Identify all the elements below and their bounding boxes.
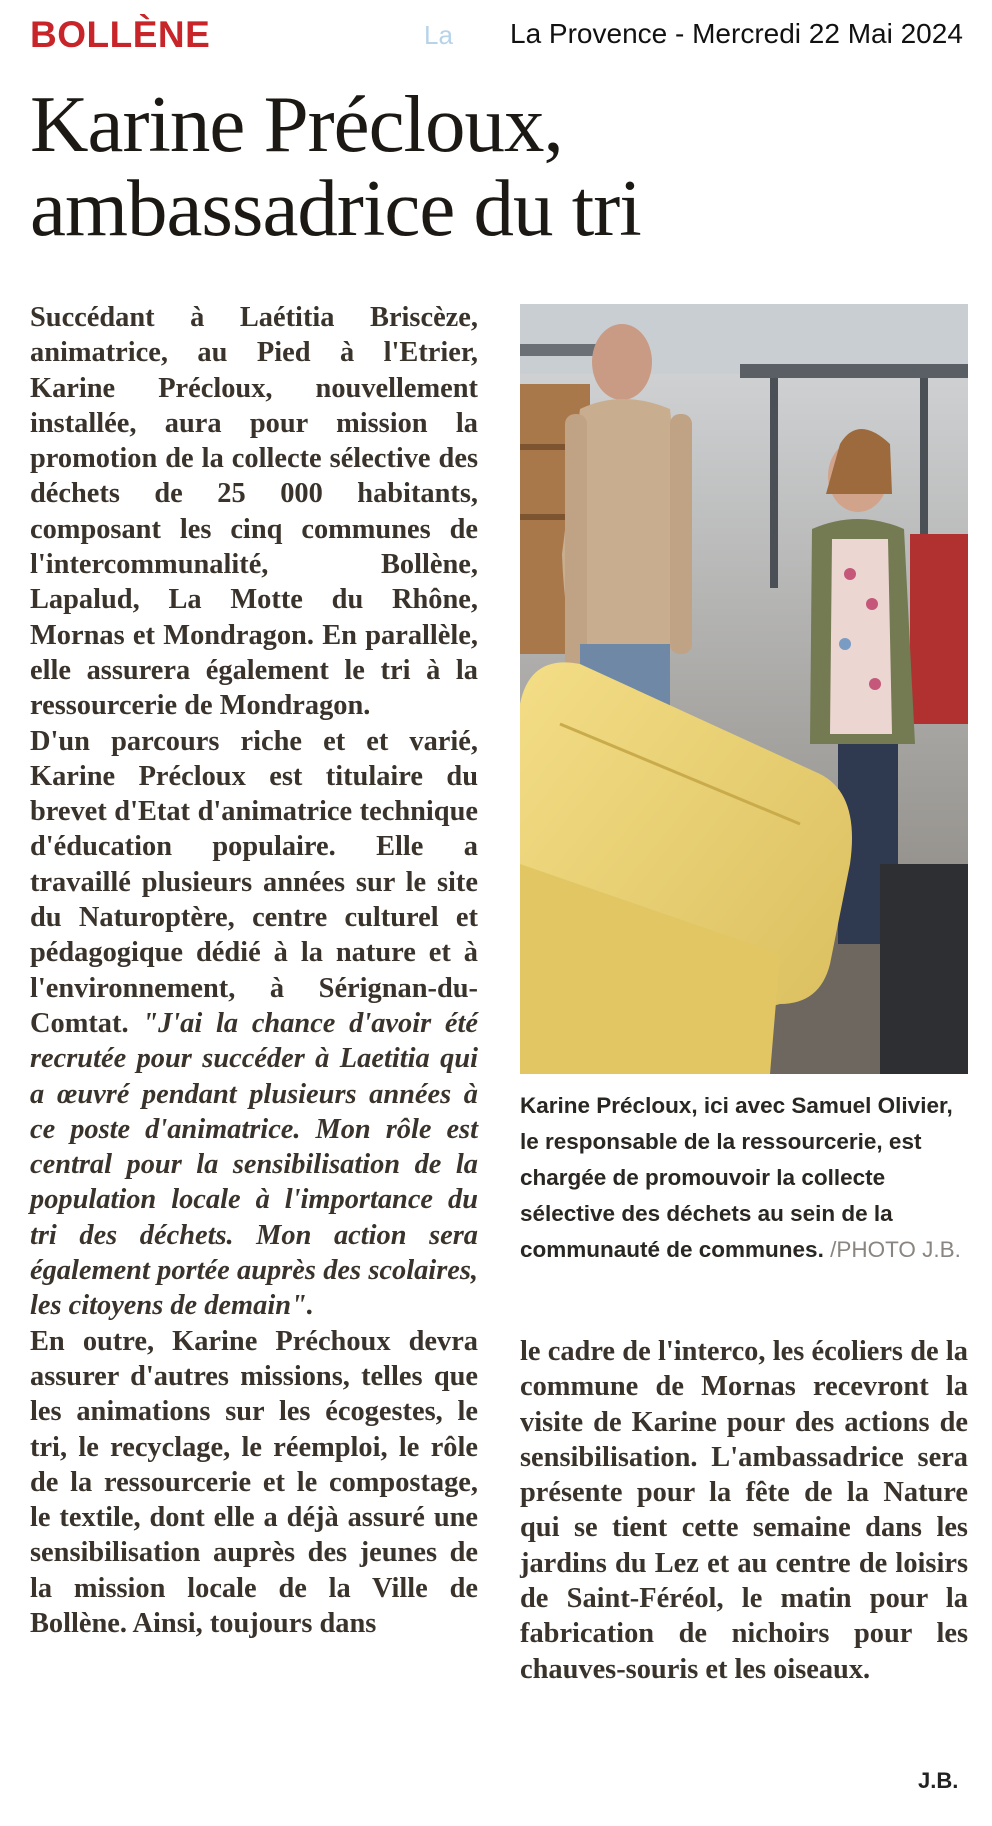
article-column-left	[30, 300, 478, 1641]
headline-line-2: ambassadrice du tri	[30, 163, 641, 253]
paragraph-2-intro: D'un parcours riche et et varié, Karine Précloux est titulaire du brevet d'Etat d'animatrice technique d'éducation populaire. Elle a travaillé plusieurs années sur le site du Naturoptère, centre culturel et pédagogique dédié à la nature et à l'environnement, à Sérignan-du-Comtat.	[30, 725, 478, 1039]
dateline: La Provence - Mercredi 22 Mai 2024	[510, 18, 963, 49]
quote: "J'ai la chance d'avoir été recrutée pour succéder à Laetitia qui a œuvré pendant plusieurs années à ce poste d'animatrice. Mon rôle est central pour la sensibilisation de la population locale à l'importance du tri des déchets. Mon action sera également portée auprès des scolaires, les citoyens de demain".	[30, 1007, 478, 1322]
author-signature: J.B.	[918, 1768, 959, 1793]
section-label: BOLLÈNE	[30, 14, 211, 55]
ghost-logo: La	[424, 20, 453, 50]
caption-text: Karine Précloux, ici avec Samuel Olivier, le responsable de la ressourcerie, est chargée de promouvoir la collecte sélective des déchets au sein de la communauté de communes.	[520, 1093, 953, 1262]
headline	[30, 79, 930, 253]
article-column-right	[520, 1334, 968, 1687]
photo-illustration	[520, 304, 968, 1074]
paragraph-1: Succédant à Laétitia Briscèze, animatrice, au Pied à l'Etrier, Karine Précloux, nouvellement installée, aura pour mission la promotion de la collecte sélective des déchets de 25 000 habitants, composant les cinq communes de l'intercommunalité, Bollène, Lapalud, La Motte du Rhône, Mornas et Mondragon. En parallèle, elle assurera également le tri à la ressourcerie de Mondragon.	[30, 302, 478, 722]
paragraph-3-continued: le cadre de l'interco, les écoliers de la commune de Mornas recevront la visite de Karine pour des actions de sensibilisation. L'ambassadrice sera présente pour la fête de la Nature qui se tient cette semaine dans les jardins du Lez et au centre de loisirs de Saint-Féréol, le matin pour la fabrication de nichoirs pour les chauves-souris et les oiseaux.	[520, 1336, 968, 1685]
headline-line-1: Karine Précloux,	[30, 79, 563, 169]
paragraph-2	[30, 724, 478, 1324]
photo-caption	[520, 1088, 970, 1268]
paragraph-3: En outre, Karine Préchoux devra assurer d'autres missions, telles que les animations sur les écogestes, le tri, le recyclage, le réemploi, le rôle de la ressourcerie et le compostage, le textile, dont elle a déjà assuré une sensibilisation auprès des jeunes de la mission locale de la Ville de Bollène. Ainsi, toujours dans	[30, 1325, 478, 1639]
photo-credit: /PHOTO J.B.	[823, 1237, 961, 1262]
article-photo	[520, 304, 968, 1074]
